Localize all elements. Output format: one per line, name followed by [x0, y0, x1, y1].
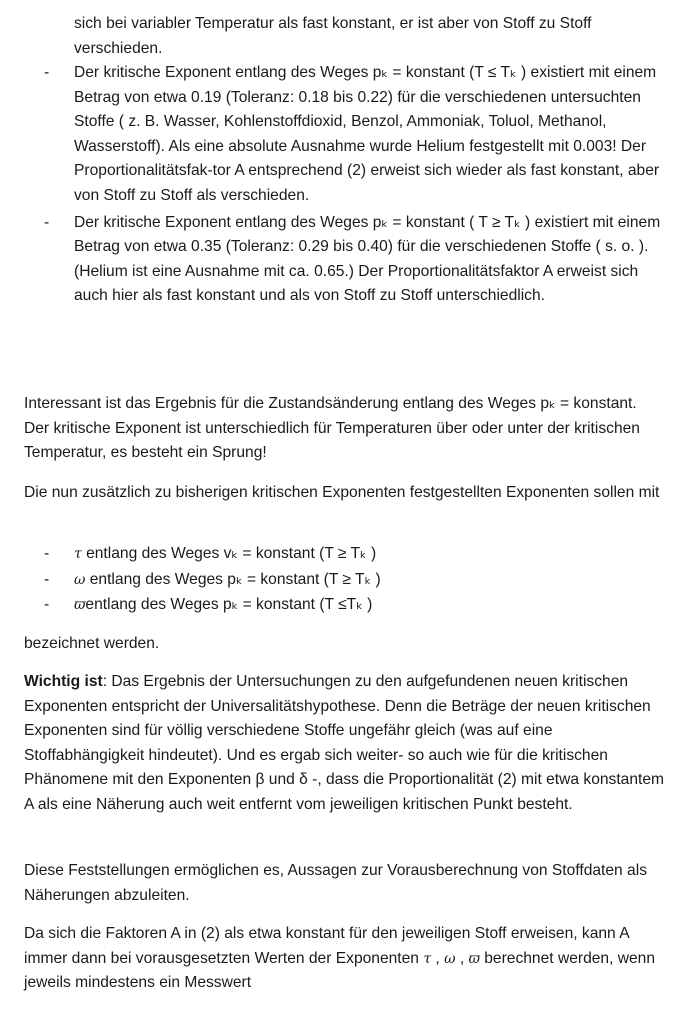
- list-item-text: entlang des Weges pₖ = konstant (T ≤Tₖ ): [85, 596, 373, 614]
- omega-symbol: ω: [74, 571, 86, 588]
- list-item: [24, 61, 664, 209]
- wichtig-label: Wichtig ist: [24, 673, 103, 690]
- tau-symbol: τ: [423, 950, 432, 967]
- list-dash: -: [44, 596, 50, 614]
- paragraph-feststellungen: Diese Feststellungen ermöglichen es, Aussagen zur Vorausberechnung von Stoffdaten als Näherungen abzuleiten.: [24, 862, 647, 904]
- list-item: [24, 211, 664, 309]
- list-item: [24, 568, 664, 593]
- omega-symbol: ω: [444, 950, 456, 967]
- paragraph-interessant: Interessant ist das Ergebnis für die Zustandsänderung entlang des Weges pₖ = konstant. Der kritische Exponent ist unterschiedlich für Temperaturen über oder unter der kritischen Temperatur, es besteht ein Sprung!: [24, 395, 640, 462]
- list-item: [24, 542, 664, 567]
- tau-symbol: τ: [74, 546, 82, 562]
- list-item: [24, 593, 664, 618]
- wichtig-text: : Das Ergebnis der Untersuchungen zu den aufgefundenen neuen kritischen Exponenten entspricht der Universalitätshypothese. Denn die Beträge der neuen kritischen Exponenten sind für völlig verschiedene Stoffe ungefähr gleich (was auf eine Stoffabhängigkeit hindeutet). Und es ergab sich weiter- so auch wie für die kritischen Phänomene mit den Exponenten β und δ -, dass die Proportionalität (2) mit etwa konstantem A als eine Näherung auch weit entfernt vom jeweiligen kritischen Punkt besteht.: [24, 673, 665, 813]
- varpi-symbol: ϖ: [468, 950, 480, 967]
- faktoren-text-1: Da sich die Faktoren A in (2) als etwa konstant für den jeweiligen Stoff erweisen, kann A immer dann bei vorausgesetzten Werten der Exponenten: [24, 925, 629, 967]
- separator-comma: ,: [455, 949, 469, 967]
- list-item-text: entlang des Weges vₖ = konstant (T ≥ Tₖ ): [81, 545, 377, 562]
- list-item-text: entlang des Weges pₖ = konstant (T ≥ Tₖ ): [85, 570, 381, 588]
- list-dash: -: [44, 545, 50, 562]
- paragraph-exponenten-intro: Die nun zusätzlich zu bisherigen kritischen Exponenten festgestellten Exponenten sollen mit: [24, 484, 660, 501]
- exponent-list: [24, 542, 664, 618]
- paragraph-bezeichnet: bezeichnet werden.: [24, 635, 160, 652]
- bullet-list: [24, 61, 664, 309]
- list-dash: -: [44, 213, 50, 231]
- separator-comma: ,: [431, 949, 445, 967]
- paragraph-faktoren: [24, 922, 664, 996]
- faktoren-text-2: berechnet werden, wenn jeweils mindestens ein Messwert: [24, 949, 656, 992]
- list-item-text: Der kritische Exponent entlang des Weges pₖ = konstant (T ≤ Tₖ ) existiert mit einem Betrag von etwa 0.19 (Toleranz: 0.18 bis 0.22) für die verschiedenen untersuchten Stoffe ( z. B. Wasser, Kohlenstoffdioxid, Benzol, Ammoniak, Toluol, Methanol, Wasserstoff). Als eine absolute Ausnahme wurde Helium festgestellt mit 0.003! Der Proportionalitätsfak-tor A entsprechend (2) erweist sich wieder als fast konstant, aber von Stoff zu Stoff als verschieden.: [74, 64, 660, 204]
- paragraph-wichtig: [24, 670, 664, 818]
- continuation-paragraph: sich bei variabler Temperatur als fast konstant, er ist aber von Stoff zu Stoff verschieden.: [74, 15, 592, 57]
- varpi-symbol: ϖ: [74, 597, 86, 614]
- list-item-text: Der kritische Exponent entlang des Weges pₖ = konstant ( T ≥ Tₖ ) existiert mit einem Betrag von etwa 0.35 (Toleranz: 0.29 bis 0.40) für die verschiedenen Stoffe ( s. o. ). (Helium ist eine Ausnahme mit ca. 0.65.) Der Proportionalitätsfaktor A erweist sich auch hier als fast konstant und als von Stoff zu Stoff unterschiedlich.: [74, 213, 661, 305]
- list-dash: -: [44, 570, 50, 588]
- list-dash: -: [44, 64, 50, 81]
